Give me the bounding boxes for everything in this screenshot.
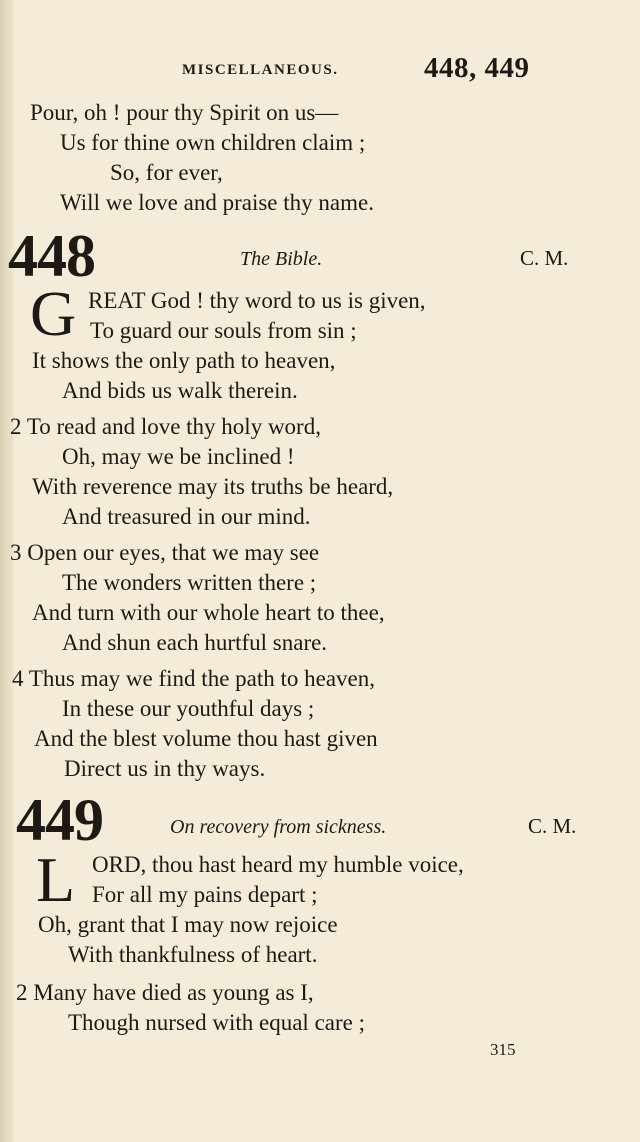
hymn-number: 449 xyxy=(16,787,103,853)
verse-line: 2 To read and love thy holy word, xyxy=(10,414,321,439)
verse-line: ORD, thou hast heard my humble voice, xyxy=(92,852,464,877)
verse-line: For all my pains depart ; xyxy=(92,882,318,907)
verse-line: To guard our souls from sin ; xyxy=(90,318,357,343)
verse-line: Direct us in thy ways. xyxy=(64,756,266,781)
verse-line: It shows the only path to heaven, xyxy=(32,348,336,373)
running-header xyxy=(0,52,640,88)
verse-line: And turn with our whole heart to thee, xyxy=(32,600,385,625)
hymn-title: On recovery from sickness. xyxy=(170,816,387,838)
hymn-number: 448 xyxy=(8,223,95,289)
verse-line: REAT God ! thy word to us is given, xyxy=(88,288,426,313)
verse-line: So, for ever, xyxy=(110,160,223,185)
verse-line: Will we love and praise thy name. xyxy=(60,190,374,215)
verse-line: 4 Thus may we find the path to heaven, xyxy=(12,666,376,691)
verse-line: The wonders written there ; xyxy=(62,570,317,595)
hymn-meter: C. M. xyxy=(528,814,577,838)
verse-line: Oh, grant that I may now rejoice xyxy=(38,912,338,937)
verse-line: Oh, may we be inclined ! xyxy=(62,444,295,469)
verse-line: 2 Many have died as young as I, xyxy=(16,980,314,1005)
page-number: 315 xyxy=(490,1040,516,1059)
verse-line: Though nursed with equal care ; xyxy=(68,1010,365,1035)
verse-line: 3 Open our eyes, that we may see xyxy=(10,540,320,565)
verse-line: With thankfulness of heart. xyxy=(68,942,318,967)
page-gutter xyxy=(0,0,14,1142)
verse-line: Pour, oh ! pour thy Spirit on us— xyxy=(30,100,339,125)
hymn-meter: C. M. xyxy=(520,246,569,270)
verse-line: Us for thine own children claim ; xyxy=(60,130,366,155)
drop-cap: G xyxy=(30,278,77,349)
drop-cap: L xyxy=(36,844,76,915)
verse-line: And treasured in our mind. xyxy=(62,504,311,529)
verse-line: And bids us walk therein. xyxy=(62,378,298,403)
section-title: MISCELLANEOUS. xyxy=(182,62,339,78)
verse-line: In these our youthful days ; xyxy=(62,696,315,721)
verse-line: And the blest volume thou hast given xyxy=(34,726,378,751)
verse-line: And shun each hurtful snare. xyxy=(62,630,328,655)
hymn-range: 448, 449 xyxy=(424,52,530,84)
verse-line: With reverence may its truths be heard, xyxy=(32,474,394,499)
hymn-title: The Bible. xyxy=(240,248,323,270)
